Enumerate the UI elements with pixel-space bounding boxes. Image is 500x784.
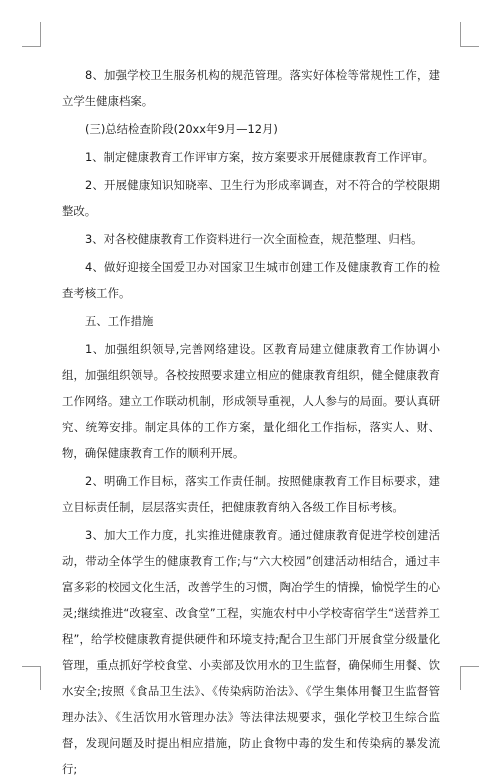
crop-mark-top-left-v [40, 22, 41, 46]
paragraph-summary-1: 1、制定健康教育工作评审方案，按方案要求开展健康教育工作评审。 [85, 150, 434, 164]
paragraph-measure-3: 3、加大工作力度，扎实推进健康教育。通过健康教育促进学校创建活动，带动全体学生的健康教育工作;与“六大校园”创建活动相结合，通过丰富多彩的校园文化生活，改善学生的习惯，陶冶学生的情操，愉悦学生的心灵;继续推进“改寝室、改食堂”工程，实施农村中小学校寄宿学生“送营养工程”，给学校健康教育提供硬件和环境支持;配合卫生部门开展食堂分级量化管理，重点抓好学校食堂、小卖部及饮用水的卫生监督，确保师生用餐、饮水安全;按照《食品卫生法》、《传染病防治法》、《学生集体用餐卫生监督管理办法》、《生活饮用水管理办法》等法律法规要求，强化学校卫生综合监督，发现问题及时提出相应措施，防止食物中毒的发生和传染病的暴发流行; [62, 528, 440, 776]
crop-mark-bottom-right-h [460, 666, 479, 667]
paragraph-item-8: 8、加强学校卫生服务机构的规范管理。落实好体检等常规性工作，建立学生健康档案。 [62, 68, 440, 108]
crop-mark-top-right-h [460, 46, 479, 47]
crop-mark-bottom-left-v [40, 666, 41, 690]
document-body [62, 62, 440, 784]
paragraph-measure-2: 2、明确工作目标，落实工作责任制。按照健康教育工作目标要求，建立目标责任制，层层落实责任，把健康教育纳入各级工作目标考核。 [62, 474, 440, 514]
section-heading-summary-stage: (三)总结检查阶段(20xx年9月—12月) [85, 122, 278, 136]
section-heading-measures: 五、工作措施 [85, 314, 154, 328]
crop-mark-top-left-h [22, 46, 41, 47]
paragraph-summary-2: 2、开展健康知识知晓率、卫生行为形成率调查，对不符合的学校限期整改。 [62, 178, 440, 218]
crop-mark-bottom-right-v [460, 666, 461, 690]
paragraph-summary-3: 3、对各校健康教育工作资料进行一次全面检查，规范整理、归档。 [85, 232, 423, 246]
paragraph-measure-1: 1、加强组织领导,完善网络建设。区教育局建立健康教育工作协调小组，加强组织领导。各校按照要求建立相应的健康教育组织，健全健康教育工作网络。建立工作联动机制，形成领导重视，人人参与的局面。要认真研究、统筹安排。制定具体的工作方案，量化细化工作指标，落实人、财、物，确保健康教育工作的顺利开展。 [62, 342, 440, 460]
crop-mark-bottom-left-h [22, 666, 41, 667]
crop-mark-top-right-v [460, 22, 461, 46]
paragraph-summary-4: 4、做好迎接全国爱卫办对国家卫生城市创建工作及健康教育工作的检查考核工作。 [62, 260, 440, 300]
